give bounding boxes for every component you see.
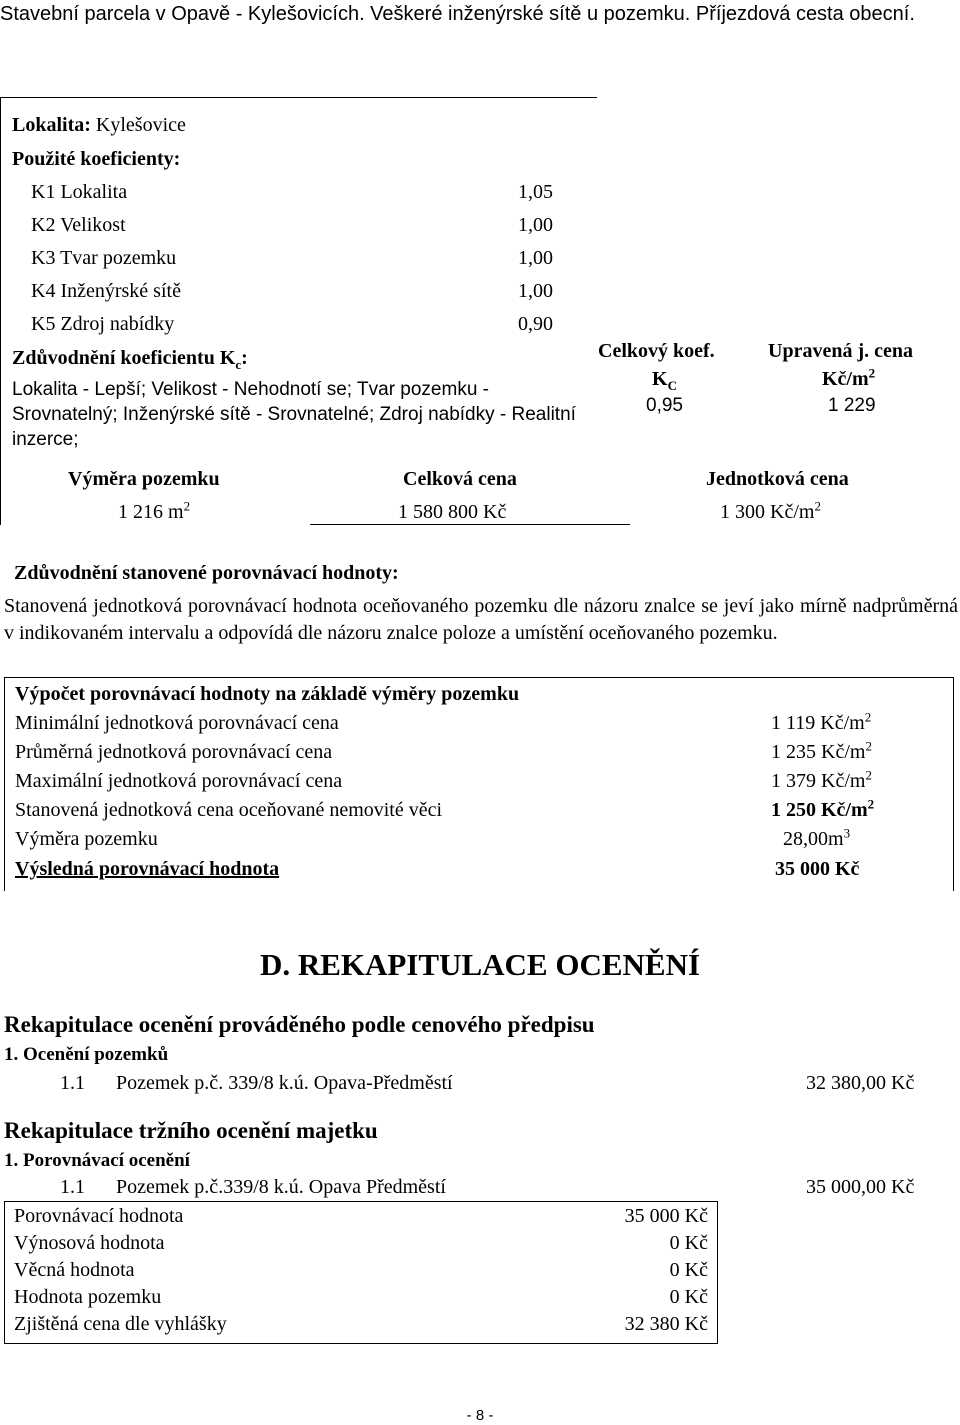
celkovy-koef-label: Celkový koef. <box>598 340 715 362</box>
calc-row: Výměra pozemku $28,00m^3$ <box>15 825 851 850</box>
rekap1-item-label: Pozemek p.č. 339/8 k.ú. Opava-Předměstí <box>116 1072 453 1094</box>
rekap1-item-num: 1.1 <box>60 1072 85 1094</box>
calculation-box <box>4 677 954 891</box>
zduv-hodnoty-title: Zdůvodnění stanovené porovnávací hodnoty: <box>14 562 399 584</box>
upravena-value: 1 229 <box>828 395 876 416</box>
koef-name: K1 Lokalita <box>31 181 128 203</box>
zduv-hodnoty-text: Stanovená jednotková porovnávací hodnota oceňovaného pozemku dle názoru znalce se jeví jako mírně nadprůměrná v indikovaném intervalu a odpovídá dle názoru znalce poloze a umístění oceňovaného pozemku. <box>4 595 958 644</box>
rekap2-item-num: 1.1 <box>60 1176 85 1198</box>
summary-box <box>4 1201 718 1344</box>
koef-name: K2 Velikost <box>31 214 126 236</box>
koef-name: K4 Inženýrské sítě <box>31 280 181 302</box>
rekap2-sub: 1. Porovnávací ocenění <box>4 1150 190 1171</box>
summary-row: Věcná hodnota 0 Kč <box>14 1259 708 1281</box>
kc-value: 0,95 <box>646 395 683 416</box>
koef-value: 1,00 <box>518 247 553 269</box>
calc-row: Stanovená jednotková cena oceňované nemovité věci 1 250 $Kč/m^2$ <box>15 796 875 821</box>
rekap2-item-value: 35 000,00 Kč <box>806 1176 915 1198</box>
jednotkova-value: 1 300 $Kč/m^2$ <box>720 498 821 523</box>
koef-value: 1,05 <box>518 181 553 203</box>
summary-row: Hodnota pozemku 0 Kč <box>14 1286 708 1308</box>
rekap1-title: Rekapitulace ocenění prováděného podle cenového předpisu <box>4 1012 595 1037</box>
summary-row: Porovnávací hodnota 35 000 Kč <box>14 1205 708 1227</box>
rekap1-sub: 1. Ocenění pozemků <box>4 1044 169 1065</box>
section-title: D. REKAPITULACE OCENĚNÍ <box>259 947 701 982</box>
summary-row: Výnosová hodnota 0 Kč <box>14 1232 708 1254</box>
celkova-value: 1 580 800 Kč <box>398 501 507 523</box>
intro-text: Stavební parcela v Opavě - Kylešovicích. Veškeré inženýrské sítě u pozemku. Příjezdová cesta obecní. <box>0 3 915 25</box>
koef-value: 1,00 <box>518 280 553 302</box>
upravena-label: Upravená j. cena <box>768 340 913 362</box>
kc-label: $K_C$ <box>652 368 677 393</box>
jednotkova-label: Jednotková cena <box>706 468 849 490</box>
calc-row: Průměrná jednotková porovnávací cena 1 235 $Kč/m^2$ <box>15 738 872 763</box>
upravena-unit: $Kč/m^2$ <box>822 365 876 390</box>
coefficients-box <box>0 97 597 525</box>
calc-row: Maximální jednotková porovnávací cena 1 379 $Kč/m^2$ <box>15 767 872 792</box>
lokalita-value: Kylešovice <box>95 114 186 136</box>
lokalita-line <box>12 114 186 137</box>
page-number: - 8 - <box>466 1407 494 1424</box>
zduv-koef-text: Lokalita - Lepší; Velikost - Nehodnotí se; Tvar pozemku - Srovnatelný; Inženýrské sítě - Srovnatelné; Zdroj nabídky - Realitní inzerce; <box>12 379 576 450</box>
calc-row: Minimální jednotková porovnávací cena 1 119 $Kč/m^2$ <box>15 709 872 734</box>
koef-value: 0,90 <box>518 313 553 335</box>
rekap2-title: Rekapitulace tržního ocenění majetku <box>4 1118 378 1143</box>
rekap1-item-value: 32 380,00 Kč <box>806 1072 915 1094</box>
lokalita-label: Lokalita: <box>12 114 91 136</box>
vymera-label: Výměra pozemku <box>68 468 220 490</box>
divider <box>310 524 630 525</box>
koef-name: K5 Zdroj nabídky <box>31 313 175 335</box>
koef-value: 1,00 <box>518 214 553 236</box>
koef-name: K3 Tvar pozemku <box>31 247 177 269</box>
calc-row: Výsledná porovnávací hodnota 35 000 Kč <box>15 858 860 880</box>
celkova-label: Celková cena <box>403 468 517 490</box>
vymera-value: 1 216 $m^2$ <box>118 498 191 523</box>
summary-row: Zjištěná cena dle vyhlášky 32 380 Kč <box>14 1313 708 1335</box>
koef-title: Použité koeficienty: <box>12 148 181 170</box>
rekap2-item-label: Pozemek p.č.339/8 k.ú. Opava Předměstí <box>116 1176 446 1198</box>
vypocet-title: Výpočet porovnávací hodnoty na základě výměry pozemku <box>15 683 520 705</box>
zduv-koef-title: Zdůvodnění koeficientu $K_c$: <box>12 347 248 372</box>
